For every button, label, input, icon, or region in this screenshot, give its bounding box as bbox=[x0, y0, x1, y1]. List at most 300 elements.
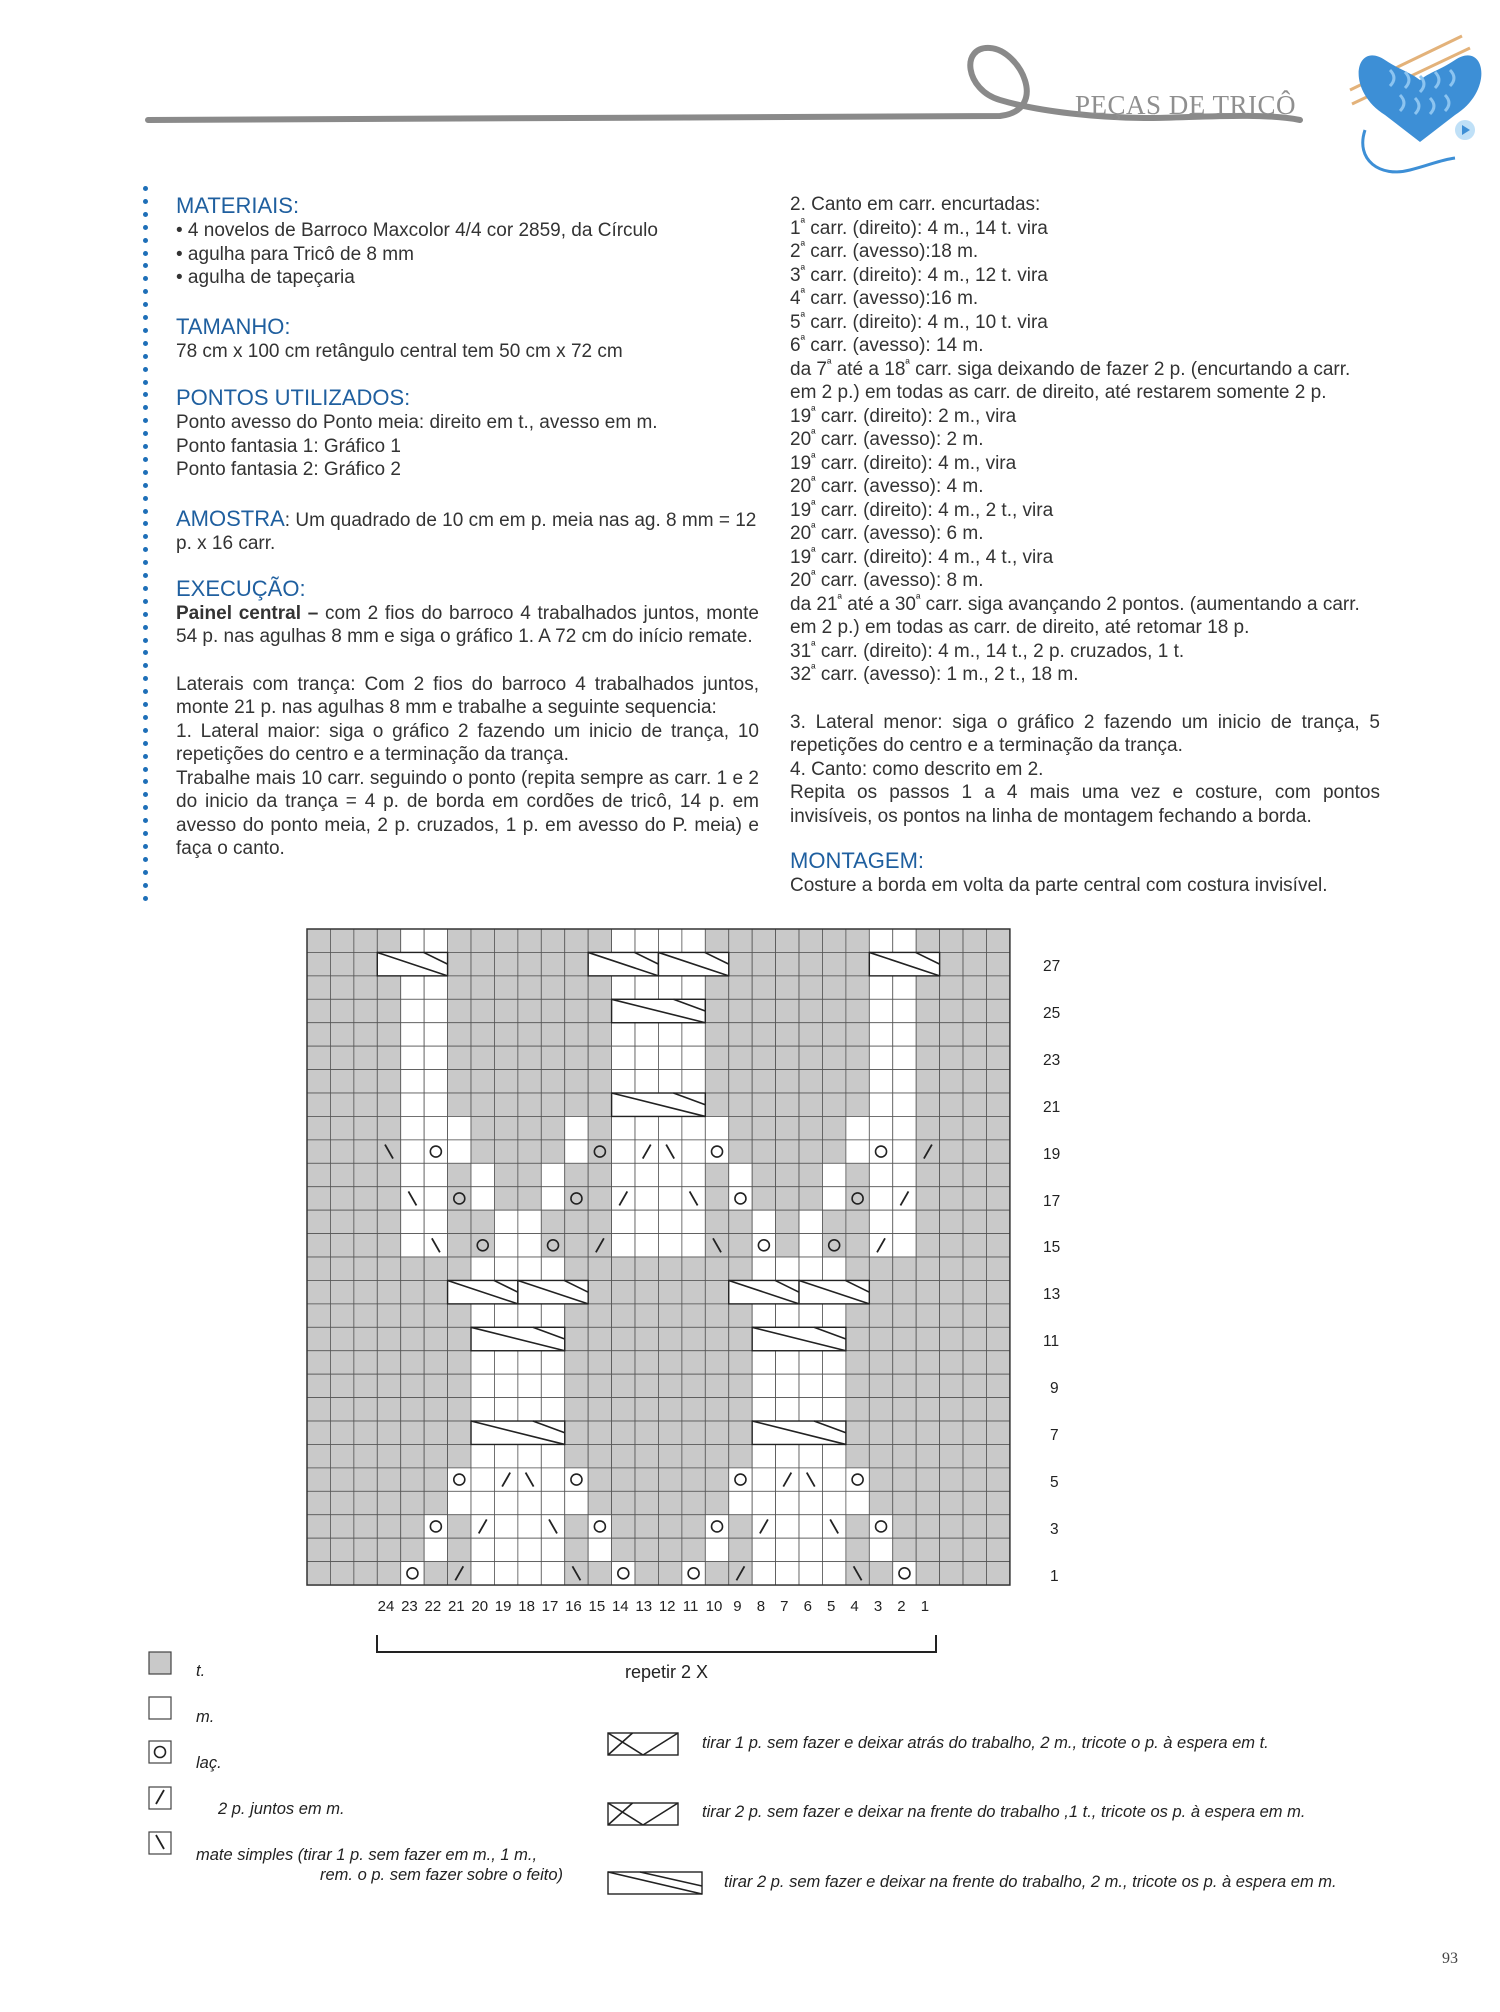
row-instruction: $5^ª$ carr. (direito): 4 m., 10 t. vira bbox=[790, 309, 1048, 333]
stitch-number: 3 bbox=[873, 1598, 883, 1615]
amostra-text: : Um quadrado de 10 cm em p. meia nas ag. 8 mm = 12 p. x 16 carr. bbox=[176, 509, 757, 554]
chart-cell bbox=[705, 1280, 728, 1303]
chart-cell bbox=[940, 929, 963, 952]
chart-cell bbox=[846, 1468, 869, 1491]
chart-cell bbox=[541, 1257, 564, 1280]
stitch-number: 13 bbox=[635, 1598, 653, 1615]
chart-cell bbox=[448, 952, 471, 975]
chart-cell bbox=[424, 1538, 447, 1561]
chart-cell bbox=[776, 1140, 799, 1163]
chart-cell bbox=[377, 1398, 400, 1421]
chart-cell bbox=[799, 1140, 822, 1163]
chart-cell bbox=[424, 1515, 447, 1538]
chart-cell bbox=[893, 1444, 916, 1467]
canto4-text: 4. Canto: como descrito em 2. bbox=[790, 758, 1044, 780]
chart-cell bbox=[494, 929, 517, 952]
chart-cell bbox=[776, 1374, 799, 1397]
chart-cell bbox=[682, 1234, 705, 1257]
chart-cell bbox=[658, 1444, 681, 1467]
chart-cell bbox=[588, 1351, 611, 1374]
stitch-number: 17 bbox=[541, 1598, 559, 1615]
tamanho-title: TAMANHO: bbox=[176, 313, 291, 339]
chart-cell bbox=[448, 999, 471, 1022]
chart-cell bbox=[799, 1187, 822, 1210]
chart-cell bbox=[471, 1491, 494, 1514]
chart-cell bbox=[518, 1515, 541, 1538]
chart-cell bbox=[377, 1116, 400, 1139]
chart-cell bbox=[869, 1093, 892, 1116]
chart-cell bbox=[424, 999, 447, 1022]
chart-cell bbox=[869, 1070, 892, 1093]
chart-cell bbox=[612, 1351, 635, 1374]
chart-cell bbox=[705, 1398, 728, 1421]
chart-cell bbox=[776, 1538, 799, 1561]
chart-cell bbox=[799, 952, 822, 975]
chart-cell bbox=[565, 1538, 588, 1561]
chart-cell bbox=[401, 1327, 424, 1350]
chart-cell bbox=[565, 1398, 588, 1421]
chart-cell bbox=[401, 1070, 424, 1093]
chart-cell bbox=[986, 999, 1009, 1022]
chart-cell bbox=[869, 1280, 892, 1303]
chart-cell bbox=[565, 1468, 588, 1491]
chart-cell bbox=[682, 1398, 705, 1421]
chart-cell bbox=[916, 1538, 939, 1561]
row-number: 25 bbox=[1043, 1004, 1061, 1022]
chart-cell bbox=[541, 1023, 564, 1046]
chart-cell bbox=[752, 1210, 775, 1233]
row-instruction: $20^ª$ carr. (avesso): 4 m. bbox=[790, 473, 984, 497]
chart-cell bbox=[377, 1234, 400, 1257]
chart-cell bbox=[893, 1491, 916, 1514]
chart-cell bbox=[963, 1515, 986, 1538]
stitch-number: 23 bbox=[401, 1598, 418, 1615]
chart-cell bbox=[330, 1093, 353, 1116]
chart-cell bbox=[729, 1210, 752, 1233]
chart-cell bbox=[565, 1116, 588, 1139]
chart-cell bbox=[940, 976, 963, 999]
legend-juntos-label: 2 p. juntos em m. bbox=[218, 1800, 345, 1818]
pontos-item: Ponto avesso do Ponto meia: direito em t., avesso em m. bbox=[176, 412, 658, 433]
row-instruction: $19^ª$ carr. (direito): 2 m., vira bbox=[790, 403, 1017, 427]
chart-cell bbox=[330, 1444, 353, 1467]
chart-cell bbox=[612, 1515, 635, 1538]
chart-cell bbox=[893, 1562, 916, 1585]
chart-cell bbox=[471, 1398, 494, 1421]
chart-cell bbox=[494, 1304, 517, 1327]
chart-cell bbox=[776, 929, 799, 952]
chart-cell bbox=[986, 1046, 1009, 1069]
chart-cell bbox=[822, 929, 845, 952]
chart-cell bbox=[729, 1163, 752, 1186]
chart-cell bbox=[541, 1187, 564, 1210]
chart-cell bbox=[588, 1398, 611, 1421]
chart-cell bbox=[705, 1023, 728, 1046]
chart-cell bbox=[541, 1210, 564, 1233]
chart-cell bbox=[494, 1093, 517, 1116]
chart-cell bbox=[307, 1093, 330, 1116]
chart-cell bbox=[494, 1562, 517, 1585]
pontos-item: Ponto fantasia 1: Gráfico 1 bbox=[176, 435, 401, 457]
chart-cell bbox=[940, 1046, 963, 1069]
row-instruction: $19^ª$ carr. (direito): 4 m., 2 t., vira bbox=[790, 497, 1054, 521]
chart-cell bbox=[893, 1234, 916, 1257]
chart-cell bbox=[471, 1257, 494, 1280]
row-instruction: $20^ª$ carr. (avesso): 8 m. bbox=[790, 567, 984, 591]
chart-cell bbox=[494, 1257, 517, 1280]
chart-cell bbox=[799, 976, 822, 999]
chart-cell bbox=[377, 1070, 400, 1093]
chart-cell bbox=[494, 1515, 517, 1538]
chart-cell bbox=[869, 1163, 892, 1186]
chart-cell bbox=[846, 1351, 869, 1374]
chart-cell bbox=[940, 1374, 963, 1397]
chart-cell bbox=[565, 1046, 588, 1069]
chart-cell bbox=[869, 1187, 892, 1210]
chart-cell bbox=[799, 929, 822, 952]
chart-cell bbox=[635, 1257, 658, 1280]
chart-cell bbox=[635, 1023, 658, 1046]
chart-cell bbox=[705, 1210, 728, 1233]
chart-cell bbox=[401, 1116, 424, 1139]
chart-cell bbox=[588, 1327, 611, 1350]
chart-cell bbox=[377, 1421, 400, 1444]
row-number: 17 bbox=[1043, 1192, 1061, 1210]
chart-cell bbox=[776, 1398, 799, 1421]
chart-cell bbox=[986, 1304, 1009, 1327]
chart-cell bbox=[330, 952, 353, 975]
chart-cell bbox=[705, 1421, 728, 1444]
chart-cell bbox=[658, 1304, 681, 1327]
chart-cell bbox=[377, 1280, 400, 1303]
chart-cell bbox=[448, 1234, 471, 1257]
chart-cell bbox=[307, 1163, 330, 1186]
chart-cell bbox=[330, 1140, 353, 1163]
chart-cell bbox=[752, 1234, 775, 1257]
chart-cell bbox=[986, 976, 1009, 999]
chart-cell bbox=[307, 1116, 330, 1139]
chart-cell bbox=[846, 999, 869, 1022]
chart-cell bbox=[822, 1093, 845, 1116]
chart-cell bbox=[494, 1351, 517, 1374]
legend-lac-label: laç. bbox=[196, 1754, 222, 1772]
chart-cell bbox=[377, 1515, 400, 1538]
chart-cell bbox=[541, 1304, 564, 1327]
chart-cell bbox=[354, 1304, 377, 1327]
chart-cell bbox=[940, 1562, 963, 1585]
chart-cell bbox=[658, 1280, 681, 1303]
chart-cell bbox=[729, 1538, 752, 1561]
stitch-number: 4 bbox=[850, 1598, 859, 1615]
chart-stitch-numbers bbox=[377, 1598, 937, 1618]
chart-cell bbox=[729, 1116, 752, 1139]
chart-cell bbox=[354, 1280, 377, 1303]
chart-cell bbox=[518, 1140, 541, 1163]
chart-cell bbox=[799, 1257, 822, 1280]
chart-cell bbox=[846, 1140, 869, 1163]
chart-cell bbox=[541, 999, 564, 1022]
chart-cell bbox=[424, 1398, 447, 1421]
chart-cell bbox=[471, 1210, 494, 1233]
chart-cell bbox=[916, 1210, 939, 1233]
chart-cell bbox=[940, 1538, 963, 1561]
chart-cell bbox=[799, 1562, 822, 1585]
chart-cell bbox=[776, 999, 799, 1022]
chart-cell bbox=[658, 1491, 681, 1514]
chart-cell bbox=[799, 1093, 822, 1116]
chart-cell bbox=[893, 929, 916, 952]
chart-cell bbox=[986, 1116, 1009, 1139]
chart-cell bbox=[893, 1374, 916, 1397]
chart-cell bbox=[424, 1421, 447, 1444]
chart-cell bbox=[635, 1304, 658, 1327]
chart-cell bbox=[799, 1163, 822, 1186]
chart-cell bbox=[354, 1257, 377, 1280]
row-number: 19 bbox=[1043, 1145, 1061, 1163]
chart-cell bbox=[916, 1374, 939, 1397]
chart-cell bbox=[612, 1140, 635, 1163]
chart-cell bbox=[330, 1351, 353, 1374]
chart-cell bbox=[354, 952, 377, 975]
chart-cell bbox=[752, 1538, 775, 1561]
chart-cell bbox=[940, 1491, 963, 1514]
chart-cell bbox=[377, 976, 400, 999]
chart-cell bbox=[612, 1046, 635, 1069]
chart-cell bbox=[846, 1023, 869, 1046]
chart-cell bbox=[424, 1116, 447, 1139]
chart-cell bbox=[869, 1374, 892, 1397]
lateral-menor-text: 3. Lateral menor: siga o gráfico 2 fazendo um inicio de trança, 5 repetições do centro e a terminação da trança. bbox=[790, 711, 1380, 756]
chart-cell bbox=[635, 1351, 658, 1374]
chart-cell bbox=[986, 1070, 1009, 1093]
chart-cell bbox=[354, 1187, 377, 1210]
chart-cell bbox=[940, 1163, 963, 1186]
chart-cell bbox=[846, 1070, 869, 1093]
chart-cell bbox=[705, 1140, 728, 1163]
chart-cell bbox=[354, 1468, 377, 1491]
chart-cell bbox=[776, 1116, 799, 1139]
laterais-text: Laterais com trança: Com 2 fios do barroco 4 trabalhados juntos, monte 21 p. nas agulhas 8 mm e trabalhe a seguinte sequencia: bbox=[176, 673, 759, 718]
chart-cell bbox=[916, 1327, 939, 1350]
chart-cell bbox=[307, 1515, 330, 1538]
chart-cell bbox=[752, 1351, 775, 1374]
chart-cell bbox=[588, 1187, 611, 1210]
chart-cell bbox=[986, 1257, 1009, 1280]
chart-cell bbox=[588, 1257, 611, 1280]
chart-cell bbox=[541, 1491, 564, 1514]
materiais-item: • agulha para Tricô de 8 mm bbox=[176, 243, 414, 265]
chart-cell bbox=[986, 1374, 1009, 1397]
chart-cell bbox=[307, 1468, 330, 1491]
chart-cell bbox=[893, 1046, 916, 1069]
chart-cell bbox=[658, 1046, 681, 1069]
chart-cell bbox=[541, 1093, 564, 1116]
chart-cell bbox=[354, 1538, 377, 1561]
chart-cell bbox=[354, 999, 377, 1022]
chart-cell bbox=[893, 1421, 916, 1444]
stitch-number: 1 bbox=[920, 1598, 930, 1615]
chart-cell bbox=[588, 1304, 611, 1327]
chart-cell bbox=[518, 999, 541, 1022]
chart-cell bbox=[612, 1562, 635, 1585]
chart-cell bbox=[869, 1538, 892, 1561]
chart-cell bbox=[916, 1351, 939, 1374]
chart-cell bbox=[354, 1093, 377, 1116]
chart-cell bbox=[729, 929, 752, 952]
chart-cell bbox=[752, 929, 775, 952]
chart-cell bbox=[822, 1116, 845, 1139]
chart-cell bbox=[705, 1327, 728, 1350]
chart-cell bbox=[635, 1280, 658, 1303]
chart-cell bbox=[401, 1210, 424, 1233]
chart-cell bbox=[377, 1210, 400, 1233]
montagem-text: Costure a borda em volta da parte central com costura invisível. bbox=[790, 875, 1328, 896]
chart-cell bbox=[635, 1327, 658, 1350]
chart-cell bbox=[330, 1327, 353, 1350]
chart-cell bbox=[354, 976, 377, 999]
chart-cell bbox=[565, 1491, 588, 1514]
chart-cell bbox=[963, 1023, 986, 1046]
legend-m-swatch bbox=[149, 1697, 171, 1719]
chart-cell bbox=[940, 1234, 963, 1257]
chart-cell bbox=[401, 1444, 424, 1467]
chart-cell bbox=[869, 976, 892, 999]
chart-cell bbox=[822, 1444, 845, 1467]
chart-cell bbox=[424, 976, 447, 999]
chart-cell bbox=[401, 1163, 424, 1186]
chart-cell bbox=[752, 1468, 775, 1491]
stitch-number: 14 bbox=[611, 1598, 629, 1615]
chart-cell bbox=[869, 1116, 892, 1139]
chart-cell bbox=[401, 999, 424, 1022]
chart-cell bbox=[612, 1280, 635, 1303]
chart-cell bbox=[377, 1562, 400, 1585]
chart-cell bbox=[330, 1491, 353, 1514]
chart-cell bbox=[354, 1421, 377, 1444]
chart-cell bbox=[940, 1468, 963, 1491]
chart-cell bbox=[494, 976, 517, 999]
chart-cell bbox=[588, 1562, 611, 1585]
chart-cell bbox=[729, 1398, 752, 1421]
chart-cell bbox=[307, 1234, 330, 1257]
chart-cell bbox=[541, 1538, 564, 1561]
chart-cell bbox=[705, 1046, 728, 1069]
chart-cell bbox=[682, 1116, 705, 1139]
chart-cell bbox=[518, 952, 541, 975]
chart-cell bbox=[565, 1210, 588, 1233]
pontos-title: PONTOS UTILIZADOS: bbox=[176, 385, 411, 410]
chart-cell bbox=[518, 1187, 541, 1210]
chart-cell bbox=[822, 1468, 845, 1491]
row-instruction: $20^ª$ carr. (avesso): 2 m. bbox=[790, 426, 984, 450]
chart-cell bbox=[424, 1351, 447, 1374]
chart-cell bbox=[916, 929, 939, 952]
chart-cell bbox=[729, 1304, 752, 1327]
da21-instruction: da $21^ª$ até a $30^ª$ carr. siga avançando 2 pontos. (aumentando a carr. em 2 p.) em todas as carr. de direito, até retomar 18 p. bbox=[790, 591, 1360, 638]
chart-cell bbox=[799, 1046, 822, 1069]
chart-cell bbox=[729, 1468, 752, 1491]
chart-cell bbox=[518, 976, 541, 999]
row-number: 1 bbox=[1050, 1567, 1059, 1585]
chart-cell bbox=[448, 1070, 471, 1093]
chart-cell bbox=[822, 1023, 845, 1046]
legend-lac-swatch bbox=[149, 1741, 171, 1763]
chart-cell bbox=[401, 976, 424, 999]
chart-cell bbox=[494, 1398, 517, 1421]
chart-cell bbox=[682, 1374, 705, 1397]
chart-cell bbox=[424, 1023, 447, 1046]
chart-cell bbox=[658, 1538, 681, 1561]
chart-cell bbox=[869, 1421, 892, 1444]
chart-cell bbox=[682, 976, 705, 999]
chart-cell bbox=[612, 1444, 635, 1467]
chart-cell bbox=[330, 1163, 353, 1186]
chart-cell bbox=[776, 1093, 799, 1116]
chart-cell bbox=[986, 1327, 1009, 1350]
chart-cell bbox=[307, 1374, 330, 1397]
chart-cell bbox=[354, 1398, 377, 1421]
chart-cell bbox=[471, 1538, 494, 1561]
chart-cell bbox=[494, 1234, 517, 1257]
chart-cell bbox=[963, 1468, 986, 1491]
chart-cell bbox=[916, 1116, 939, 1139]
chart-cell bbox=[799, 1210, 822, 1233]
chart-cell bbox=[682, 1562, 705, 1585]
chart-cell bbox=[354, 1070, 377, 1093]
chart-cell bbox=[424, 929, 447, 952]
chart-cell bbox=[729, 1351, 752, 1374]
chart-cell bbox=[822, 1140, 845, 1163]
chart-cell bbox=[658, 976, 681, 999]
chart-cell bbox=[471, 1116, 494, 1139]
chart-cell bbox=[869, 929, 892, 952]
chart-cell bbox=[330, 1210, 353, 1233]
chart-cell bbox=[518, 1257, 541, 1280]
chart-cell bbox=[822, 1210, 845, 1233]
stitch-number: 19 bbox=[494, 1598, 512, 1615]
chart-cell bbox=[307, 1421, 330, 1444]
chart-cell bbox=[541, 1374, 564, 1397]
chart-cell bbox=[822, 976, 845, 999]
chart-cell bbox=[893, 1163, 916, 1186]
chart-cell bbox=[658, 1163, 681, 1186]
chart-cell bbox=[401, 1351, 424, 1374]
stitch-number: 10 bbox=[705, 1598, 723, 1615]
chart-cell bbox=[471, 976, 494, 999]
chart-cell bbox=[916, 1421, 939, 1444]
stitch-number: 20 bbox=[471, 1598, 489, 1615]
chart-cell bbox=[588, 1046, 611, 1069]
chart-cell bbox=[635, 1210, 658, 1233]
chart-cell bbox=[776, 1515, 799, 1538]
chart-cell bbox=[448, 1140, 471, 1163]
chart-cell bbox=[776, 1351, 799, 1374]
chart-cell bbox=[401, 1421, 424, 1444]
chart-cell bbox=[307, 1351, 330, 1374]
chart-cell bbox=[471, 952, 494, 975]
chart-cell bbox=[916, 1491, 939, 1514]
chart-cell bbox=[471, 1304, 494, 1327]
chart-cell bbox=[963, 1210, 986, 1233]
chart-cell bbox=[307, 1444, 330, 1467]
chart-cell bbox=[424, 1257, 447, 1280]
chart-cell bbox=[541, 952, 564, 975]
chart-cell bbox=[916, 1304, 939, 1327]
chart-cell bbox=[940, 1304, 963, 1327]
chart-cell bbox=[963, 1304, 986, 1327]
chart-cell bbox=[752, 1444, 775, 1467]
chart-cell bbox=[705, 999, 728, 1022]
